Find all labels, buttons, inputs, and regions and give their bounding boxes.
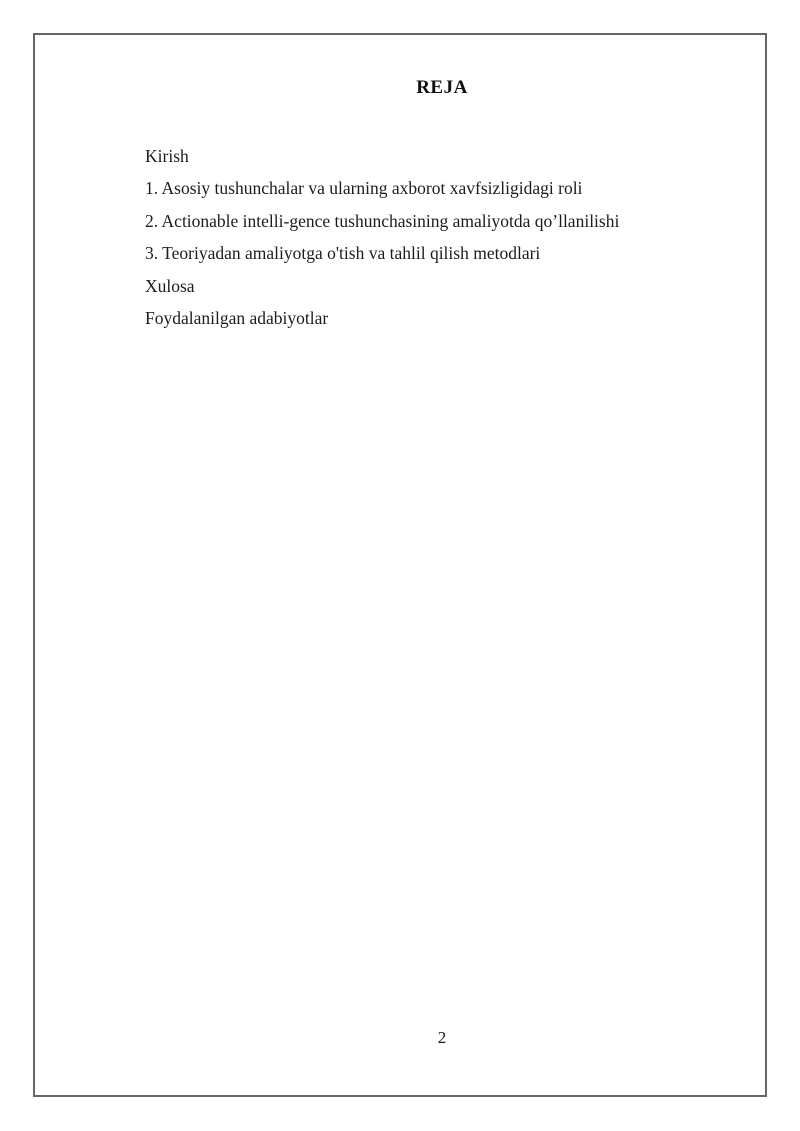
page-title: REJA	[416, 77, 468, 98]
outline-item-xulosa: Xulosa	[145, 275, 195, 296]
outline-item-kirish: Kirish	[145, 146, 189, 166]
outline-item-adabiyotlar: Foydalanilgan adabiyotlar	[145, 307, 329, 328]
outline-item-1: 1. Asosiy tushunchalar va ularning axborot xavfsizligidagi roli	[145, 178, 583, 199]
page-content	[145, 0, 739, 1131]
outline-item-2: 2. Actionable intelli-gence tushunchasining amaliyotda qo’llanilishi	[145, 210, 620, 231]
outline-list	[145, 140, 739, 334]
outline-item-3: 3. Teoriyadan amaliyotga o'tish va tahlil qilish metodlari	[145, 243, 541, 264]
page-number: 2	[437, 1028, 447, 1047]
